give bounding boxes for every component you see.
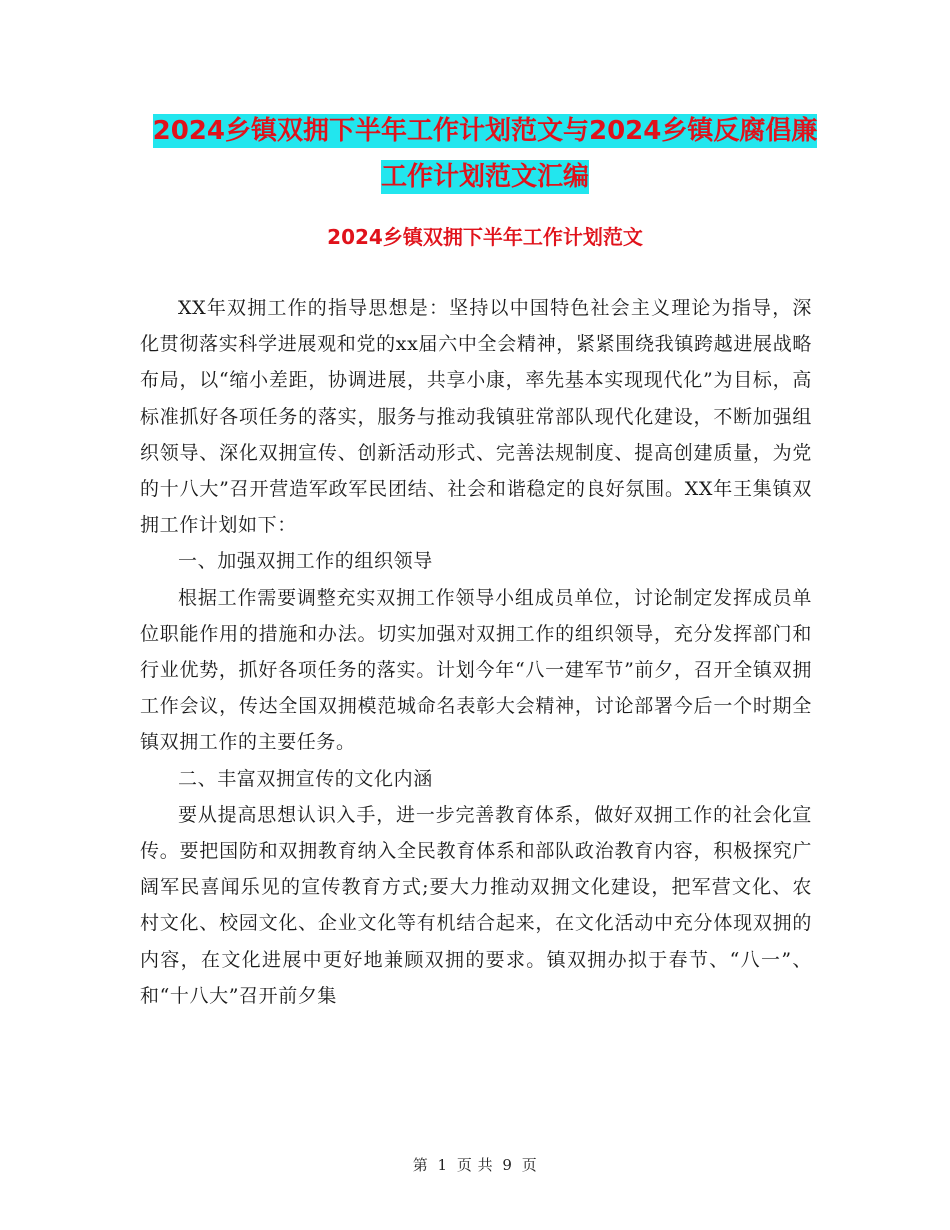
footer-total-pages: 9	[502, 1156, 513, 1174]
page-footer	[0, 1153, 950, 1177]
footer-prefix: 第	[412, 1156, 429, 1174]
paragraph-publicity: 要从提高思想认识入手，进一步完善教育体系，做好双拥工作的社会化宣传。要把国防和双拥教育纳入全民教育体系和部队政治教育内容，积极探究广阔军民喜闻乐见的宣传教育方式;要大力推动双拥文化建设，把军营文化、农村文化、校园文化、企业文化等有机结合起来，在文化活动中充分体现双拥的内容，在文化进展中更好地兼顾双拥的要求。镇双拥办拟于春节、“八一”、和“十八大”召开前夕集	[140, 803, 812, 1007]
heading-organization: 一、加强双拥工作的组织领导	[178, 550, 433, 573]
footer-suffix: 页	[521, 1156, 538, 1174]
document-title-text: 2024乡镇双拥下半年工作计划范文与2024乡镇反腐倡廉工作计划范文汇编	[152, 116, 818, 192]
document-body	[140, 290, 812, 1014]
heading-publicity: 二、丰富双拥宣传的文化内涵	[178, 767, 433, 790]
footer-page-number: 1	[437, 1156, 448, 1174]
document-title	[140, 108, 830, 200]
section-title: 2024乡镇双拥下半年工作计划范文	[327, 225, 643, 249]
paragraph-guiding-ideology: XX年双拥工作的指导思想是：坚持以中国特色社会主义理论为指导，深化贯彻落实科学进展观和党的xx届六中全会精神，紧紧围绕我镇跨越进展战略布局，以“缩小差距，协调进展，共享小康，率先基本实现现代化”为目标，高标准抓好各项任务的落实，服务与推动我镇驻常部队现代化建设，不断加强组织领导、深化双拥宣传、创新活动形式、完善法规制度、提高创建质量，为党的十八大”召开营造军政军民团结、社会和谐稳定的良好氛围。XX年王集镇双拥工作计划如下：	[140, 297, 812, 537]
paragraph-organization: 根据工作需要调整充实双拥工作领导小组成员单位，讨论制定发挥成员单位职能作用的措施和办法。切实加强对双拥工作的组织领导，充分发挥部门和行业优势，抓好各项任务的落实。计划今年“八一建军节”前夕，召开全镇双拥工作会议，传达全国双拥模范城命名表彰大会精神，讨论部署今后一个时期全镇双拥工作的主要任务。	[140, 586, 812, 754]
footer-middle: 页 共	[456, 1156, 494, 1174]
